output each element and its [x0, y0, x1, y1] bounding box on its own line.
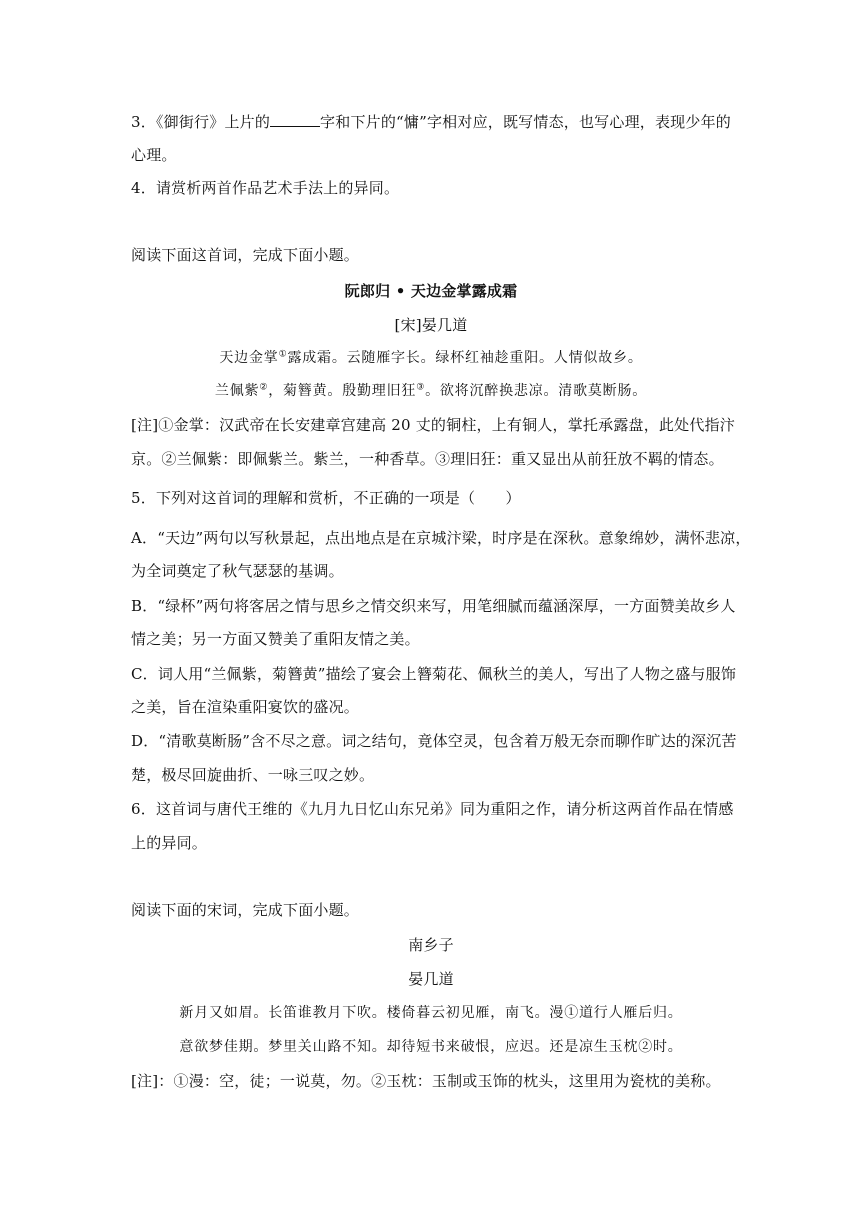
option-d-line-1: D．“清歌莫断肠”含不尽之意。词之结句，竟体空灵，包含着万般无奈而聊作旷达的深沉苦: [131, 732, 737, 750]
fill-blank: [270, 112, 320, 127]
question-4: 4．请赏析两首作品艺术手法上的异同。: [131, 179, 400, 197]
question-6-line-1: 6．这首词与唐代王维的《九月九日忆山东兄弟》同为重阳之作，请分析这两首作品在情感: [131, 800, 734, 818]
option-b-line-1: B．“绿杯”两句将客居之情与思乡之情交织来写，用笔细腻而蕴涵深厚，一方面赞美故乡人: [131, 597, 736, 615]
question-5: 5．下列对这首词的理解和赏析，不正确的一项是（ ）: [131, 489, 521, 507]
footnote-marker-2: ②: [259, 382, 269, 393]
poem-title-1: 阮郎归 • 天边金掌露成霜: [344, 282, 518, 300]
poem-author-2: 晏几道: [408, 970, 454, 988]
poem-1-line-1-a: 天边金掌: [219, 350, 279, 366]
annotation-1-line-1: [注]①金掌：汉武帝在长安建章宫建高 20 丈的铜柱，上有铜人，掌托承露盘，此处代指汴: [131, 416, 735, 434]
question-3-text-b: 字和下片的“慵”字相对应，既写情态，也写心理，表现少年的: [320, 113, 731, 131]
question-3-text-a: 3．《御街行》上片的: [131, 113, 271, 131]
poem-author-1: [宋]晏几道: [394, 316, 468, 334]
option-a-line-1: A．“天边”两句以写秋景起，点出地点是在京城汴梁，时序是在深秋。意象绵妙，满怀悲凉，: [131, 529, 751, 547]
poem-1-line-2-b: ，菊簪黄。殷勤理旧狂: [268, 383, 417, 399]
poem-1-line-2: [131, 381, 731, 401]
question-3: [131, 112, 731, 132]
poem-1-line-1: [131, 348, 731, 368]
poem-2-line-2: 意欲梦佳期。梦里关山路不知。却待短书来破恨，应迟。还是凉生玉枕②时。: [179, 1039, 683, 1055]
poem-1-line-2-a: 兰佩紫: [214, 383, 260, 399]
option-d-line-2: 楚，极尽回旋曲折、一咏三叹之妙。: [131, 766, 375, 784]
question-6-line-2: 上的异同。: [131, 834, 208, 852]
footnote-marker-3: ③: [416, 382, 426, 393]
reading-instruction-2: 阅读下面的宋词，完成下面小题。: [131, 901, 360, 919]
poem-1-line-1-b: 露成霜。云随雁字长。绿杯红袖趁重阳。人情似故乡。: [287, 350, 643, 366]
reading-instruction-1: 阅读下面这首词，完成下面小题。: [131, 246, 360, 264]
footnote-marker-1: ①: [278, 349, 288, 360]
option-a-line-2: 为全词奠定了秋气瑟瑟的基调。: [131, 562, 344, 580]
question-3-continued: 心理。: [131, 146, 177, 164]
annotation-1-line-2: 京。②兰佩紫：即佩紫兰。紫兰，一种香草。③理旧狂：重又显出从前狂放不羁的情态。: [131, 450, 724, 468]
option-c-line-1: C．词人用“兰佩紫，菊簪黄”描绘了宴会上簪菊花、佩秋兰的美人，写出了人物之盛与服饰: [131, 665, 737, 683]
poem-2-line-1: 新月又如眉。长笛谁教月下吹。楼倚暮云初见雁，南飞。漫①道行人雁后归。: [179, 1005, 683, 1021]
annotation-2: [注]：①漫：空，徒；一说莫，勿。②玉枕：玉制或玉饰的枕头，这里用为瓷枕的美称。: [131, 1072, 721, 1090]
option-b-line-2: 情之美；另一方面又赞美了重阳友情之美。: [131, 630, 420, 648]
option-c-line-2: 之美，旨在渲染重阳宴饮的盛况。: [131, 698, 360, 716]
poem-title-2: 南乡子: [408, 936, 454, 954]
poem-1-line-2-c: 。欲将沉醉换悲凉。清歌莫断肠。: [425, 383, 648, 399]
